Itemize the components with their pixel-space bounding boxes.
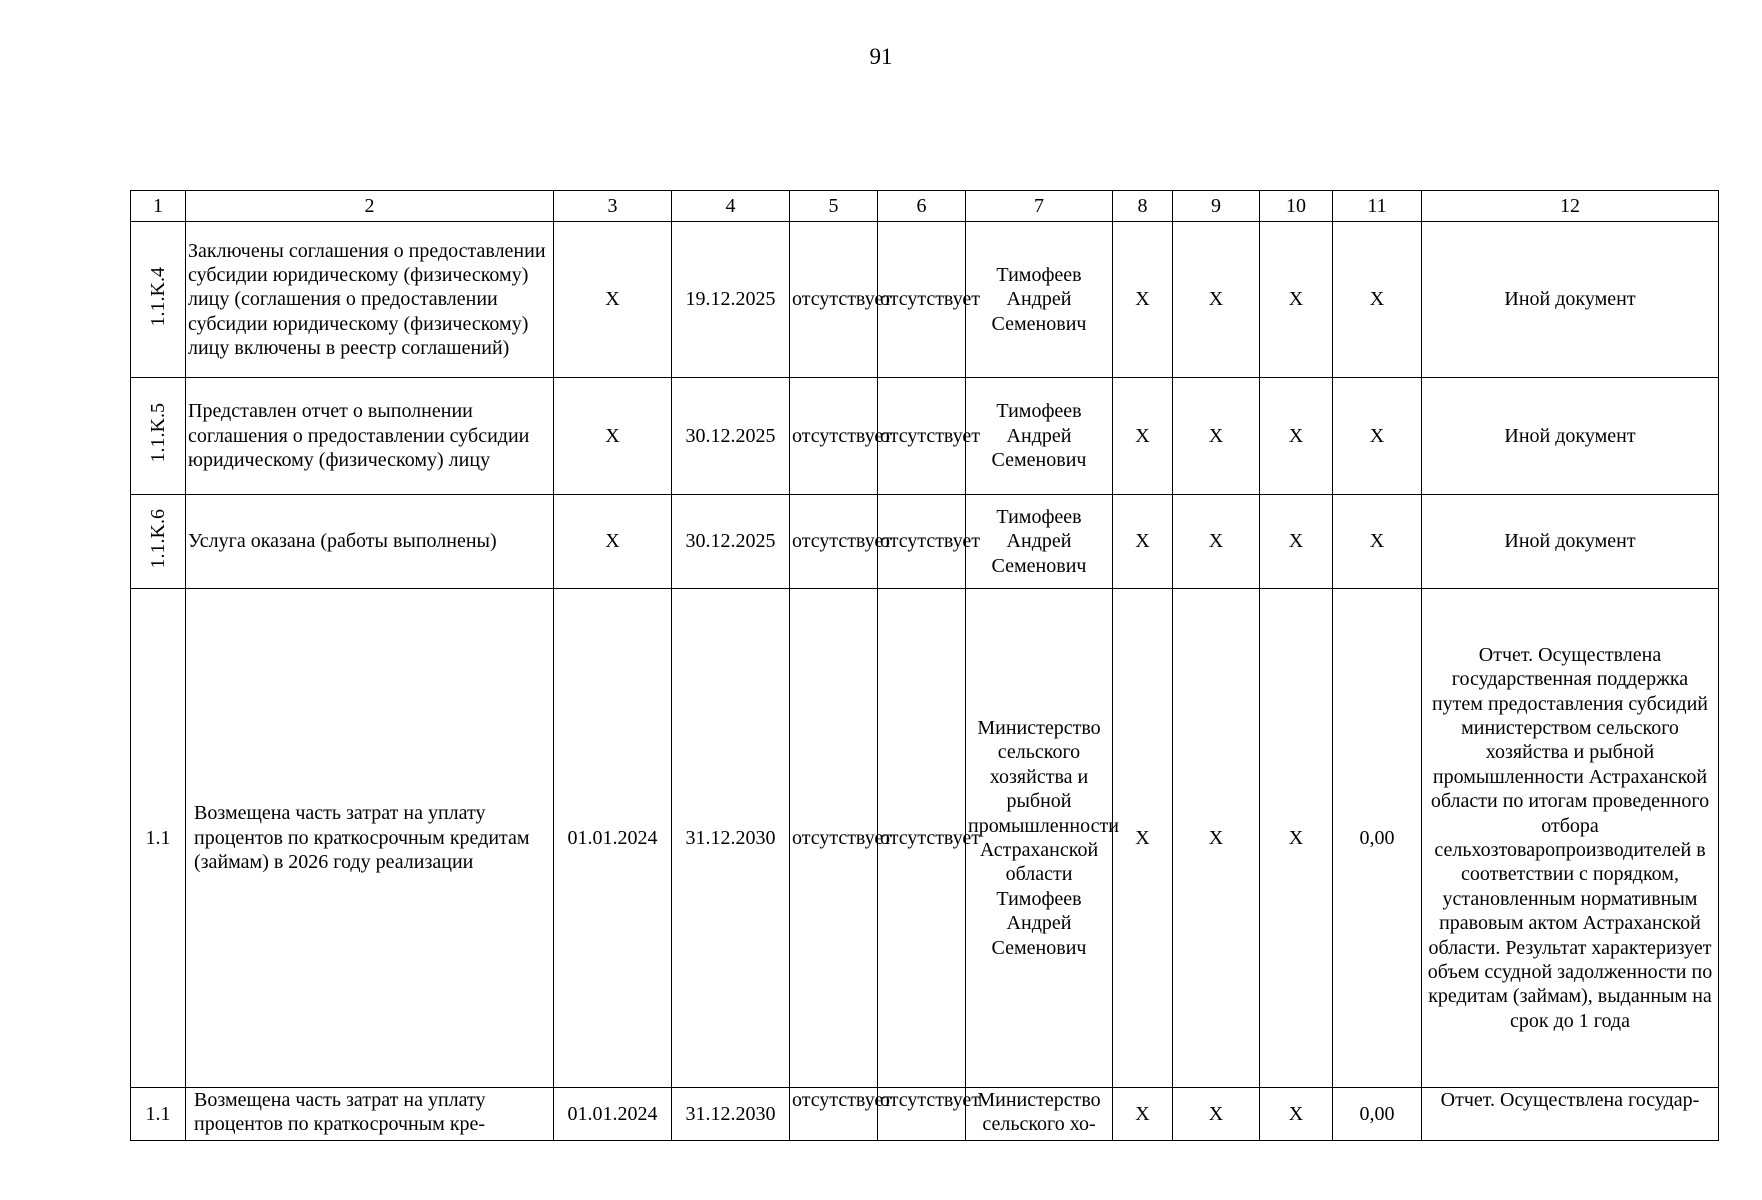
cell-8: X [1113,222,1173,378]
cell-5-text: отсутствует [792,1089,893,1111]
responsible-cell [966,1088,1113,1141]
header-cell: 8 [1113,191,1173,222]
document-cell [1422,1088,1719,1141]
table-row [131,222,1719,378]
row-id-cell: 1.1 [131,1088,186,1141]
description-text: Возмещена часть затрат на уплату процентов по краткосрочным кре- [194,1089,486,1136]
cell-10: X [1260,378,1333,495]
cell-8: X [1113,1088,1173,1141]
description-cell [186,1088,554,1141]
cell-8: X [1113,378,1173,495]
header-cell: 12 [1422,191,1719,222]
cell-5: отсутствует [790,495,878,589]
header-cell: 3 [554,191,672,222]
description-cell: Услуга оказана (работы выполнены) [186,495,554,589]
cell-6-text: отсутствует [880,1089,981,1111]
end-date-cell: 19.12.2025 [672,222,790,378]
cell-9: X [1173,222,1260,378]
row-id: 1.1.K.6 [146,508,169,569]
page-number: 91 [869,44,893,69]
cell-9: X [1173,1088,1260,1141]
header-cell: 1 [131,191,186,222]
header-cell: 9 [1173,191,1260,222]
header-row [131,191,1719,222]
end-date-cell: 30.12.2025 [672,495,790,589]
end-date-cell: 31.12.2030 [672,1088,790,1141]
cell-9: X [1173,378,1260,495]
table-row [131,495,1719,589]
document-cell: Иной документ [1422,222,1719,378]
document-cell: Иной документ [1422,495,1719,589]
results-table [130,190,1719,1141]
cell-11: X [1333,378,1422,495]
cell-9: X [1173,495,1260,589]
description-cell: Возмещена часть затрат на уплату процентов по краткосрочным кредитам (займам) в 2026 году реализации [186,589,554,1088]
header-cell: 2 [186,191,554,222]
responsible-text: Министерство сельского хо- [977,1089,1101,1136]
cell-8: X [1113,589,1173,1088]
document-cell: Отчет. Осуществлена государственная поддержка путем предоставления субсидий министерством сельского хозяйства и рыбной промышленности Астраханской области по итогам проведенного отбора сельхозтоваропроизводителей в соответствии с порядком, установленным нормативным правовым актом Астраханской области. Результат характеризует объем ссудной задолженности по кредитам (займам), выданным на срок до 1 года [1422,589,1719,1088]
cell-11: X [1333,222,1422,378]
row-id-cell [131,495,186,589]
document-cell: Иной документ [1422,378,1719,495]
header-cell: 4 [672,191,790,222]
cell-11: 0,00 [1333,1088,1422,1141]
cell-6: отсутствует [878,222,966,378]
table-row [131,589,1719,1088]
row-id: 1.1.K.4 [146,266,169,327]
header-cell: 5 [790,191,878,222]
start-date-cell: 01.01.2024 [554,589,672,1088]
header-cell: 7 [966,191,1113,222]
cell-10: X [1260,1088,1333,1141]
cell-5 [790,1088,893,1141]
cell-5: отсутствует [790,589,878,1088]
start-cell: X [554,222,672,378]
start-date-cell: 01.01.2024 [554,1088,672,1141]
description-cell: Представлен отчет о выполнении соглашения о предоставлении субсидии юридическому (физическому) лицу [186,378,554,495]
row-id-cell [131,378,186,495]
header-cell: 10 [1260,191,1333,222]
description-cell: Заключены соглашения о предоставлении субсидии юридическому (физическому) лицу (соглашения о предоставлении субсидии юридическому (физическому) лицу включены в реестр соглашений) [186,222,554,378]
cell-10: X [1260,222,1333,378]
cell-8: X [1113,495,1173,589]
responsible-cell: Тимофеев Андрей Семенович [966,495,1113,589]
cell-6: отсутствует [878,589,966,1088]
cell-10: X [1260,589,1333,1088]
start-cell: X [554,495,672,589]
end-date-cell: 30.12.2025 [672,378,790,495]
responsible-cell: Министерство сельского хозяйства и рыбной промышленности Астраханской области Тимофеев Андрей Семенович [966,589,1113,1088]
cell-9: X [1173,589,1260,1088]
row-id-cell [131,222,186,378]
responsible-cell: Тимофеев Андрей Семенович [966,378,1113,495]
cell-6 [878,1088,981,1141]
cell-6: отсутствует [878,378,966,495]
document-text: Отчет. Осуществлена государ- [1440,1089,1700,1111]
row-id-cell: 1.1 [131,589,186,1088]
cell-10: X [1260,495,1333,589]
row-id: 1.1.K.5 [146,403,169,463]
cell-6: отсутствует [878,495,966,589]
responsible-cell: Тимофеев Андрей Семенович [966,222,1113,378]
cell-11: 0,00 [1333,589,1422,1088]
header-cell: 11 [1333,191,1422,222]
cell-5: отсутствует [790,378,878,495]
end-date-cell: 31.12.2030 [672,589,790,1088]
start-cell: X [554,378,672,495]
header-cell: 6 [878,191,966,222]
cell-11: X [1333,495,1422,589]
cell-5: отсутствует [790,222,878,378]
table-row [131,378,1719,495]
table-row [131,1088,1719,1141]
